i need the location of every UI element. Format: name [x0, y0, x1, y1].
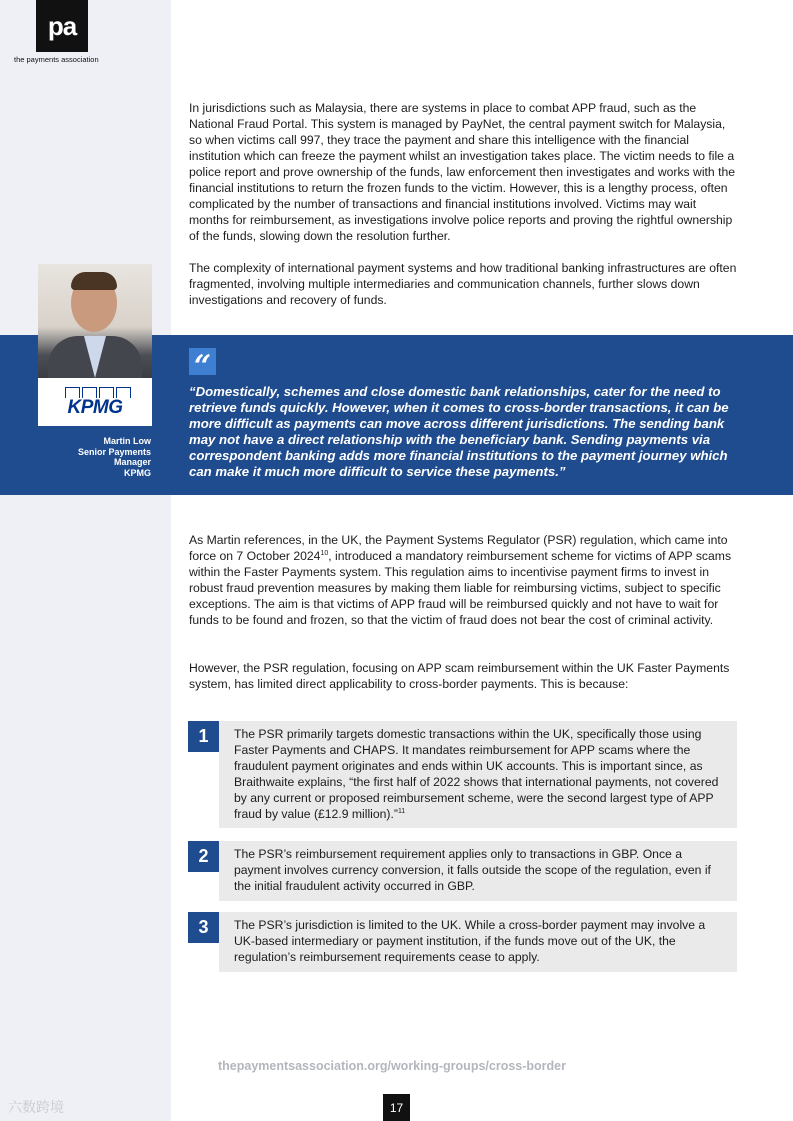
portrait-photo — [38, 264, 152, 378]
footer-url-link[interactable]: thepaymentsassociation.org/working-groups/cross-border — [218, 1059, 566, 1073]
logo-caption: the payments association — [14, 55, 99, 64]
watermark: 六数跨境 — [8, 1099, 64, 1115]
person-company: KPMG — [124, 467, 151, 478]
paragraph-psr: As Martin references, in the UK, the Payment Systems Regulator (PSR) regulation, which came into force on 7 October 2024$^{10}$, introduced a mandatory reimbursement scheme for victims of APP scams within the Faster Payments system. This regulation aims to incentivise payment firms to invest in robust fraud prevention measures by making them liable for reimbursing victims, subject to specific exceptions. The aim is that victims of APP fraud will be reimbursed quickly and not have to wait for funds to be found and frozen, so that the victim of fraud does not bear the cost of criminal activity. — [189, 533, 732, 627]
person-title-2: Manager — [113, 457, 151, 467]
person-title-1: Senior Payments — [77, 446, 151, 457]
list-item-1: The PSR primarily targets domestic transactions within the UK, specifically those using Faster Payments and CHAPS. It mandates reimbursement for APP scams where the fraudulent payment originates and ends within UK accounts. This is important since, as Braithwaite explains, “the first half of 2022 shows that international payments, not covered by any current or proposed reimbursement scheme, were the second largest type of APP fraud by value (£12.9 million).”$^{11}$ — [219, 721, 737, 828]
list-number-3: 3 — [188, 912, 219, 943]
list-number-2: 2 — [188, 841, 219, 872]
pa-logo: pa — [36, 0, 88, 52]
page-number: 17 — [383, 1094, 410, 1121]
paragraph-complexity: The complexity of international payment systems and how traditional banking infrastructures are often fragmented, involving multiple intermediaries and communication channels, further slows down investigations and recovery of funds. — [189, 261, 737, 307]
list-number-1: 1 — [188, 721, 219, 752]
quote-attribution — [78, 436, 151, 478]
quote-mark-icon: “ — [189, 348, 216, 375]
paragraph-limits: However, the PSR regulation, focusing on APP scam reimbursement within the UK Faster Payments system, has limited direct applicability to cross-border payments. This is because: — [189, 661, 730, 691]
list-item-3: The PSR’s jurisdiction is limited to the UK. While a cross-border payment may involve a UK-based intermediary or payment institution, if the funds move out of the UK, the regulation’s reimbursement requirements cease to apply. — [219, 912, 737, 972]
left-sidebar — [0, 0, 171, 1121]
kpmg-logo: KPMG — [38, 378, 152, 426]
person-name: Martin Low — [103, 436, 151, 446]
paragraph-malaysia: In jurisdictions such as Malaysia, there are systems in place to combat APP fraud, such as the National Fraud Portal. This system is managed by PayNet, the central payment switch for Malaysia, so when victims call 997, they trace the payment and share this intelligence with the financial institution which can freeze the payment whilst an investigation takes place. The victim needs to file a police report and prove ownership of the funds, law enforcement then investigates and works with the financial institutions to return the frozen funds to the victim. However, this is a lengthy process, often complicated by the number of transactions and financial institutions involved. Victims may wait months for reimbursement, as investigations involve police reports and proving the rightful ownership of the funds, slowing down the resolution further. — [189, 101, 736, 243]
list-item-2: The PSR’s reimbursement requirement applies only to transactions in GBP. Once a payment involves currency conversion, it falls outside the scope of the regulation, even if the initial fraudulent activity occurred in GBP. — [219, 841, 737, 901]
pull-quote: “Domestically, schemes and close domestic bank relationships, cater for the need to retrieve funds quickly. However, when it comes to cross-border transactions, it can be more difficult as payments can move across different jurisdictions. The sending bank may not have a direct relationship with the beneficiary bank. Sending payments via correspondent banking adds more financial institutions to the payment journey which can make it much more difficult to service these payments.” — [189, 384, 729, 479]
